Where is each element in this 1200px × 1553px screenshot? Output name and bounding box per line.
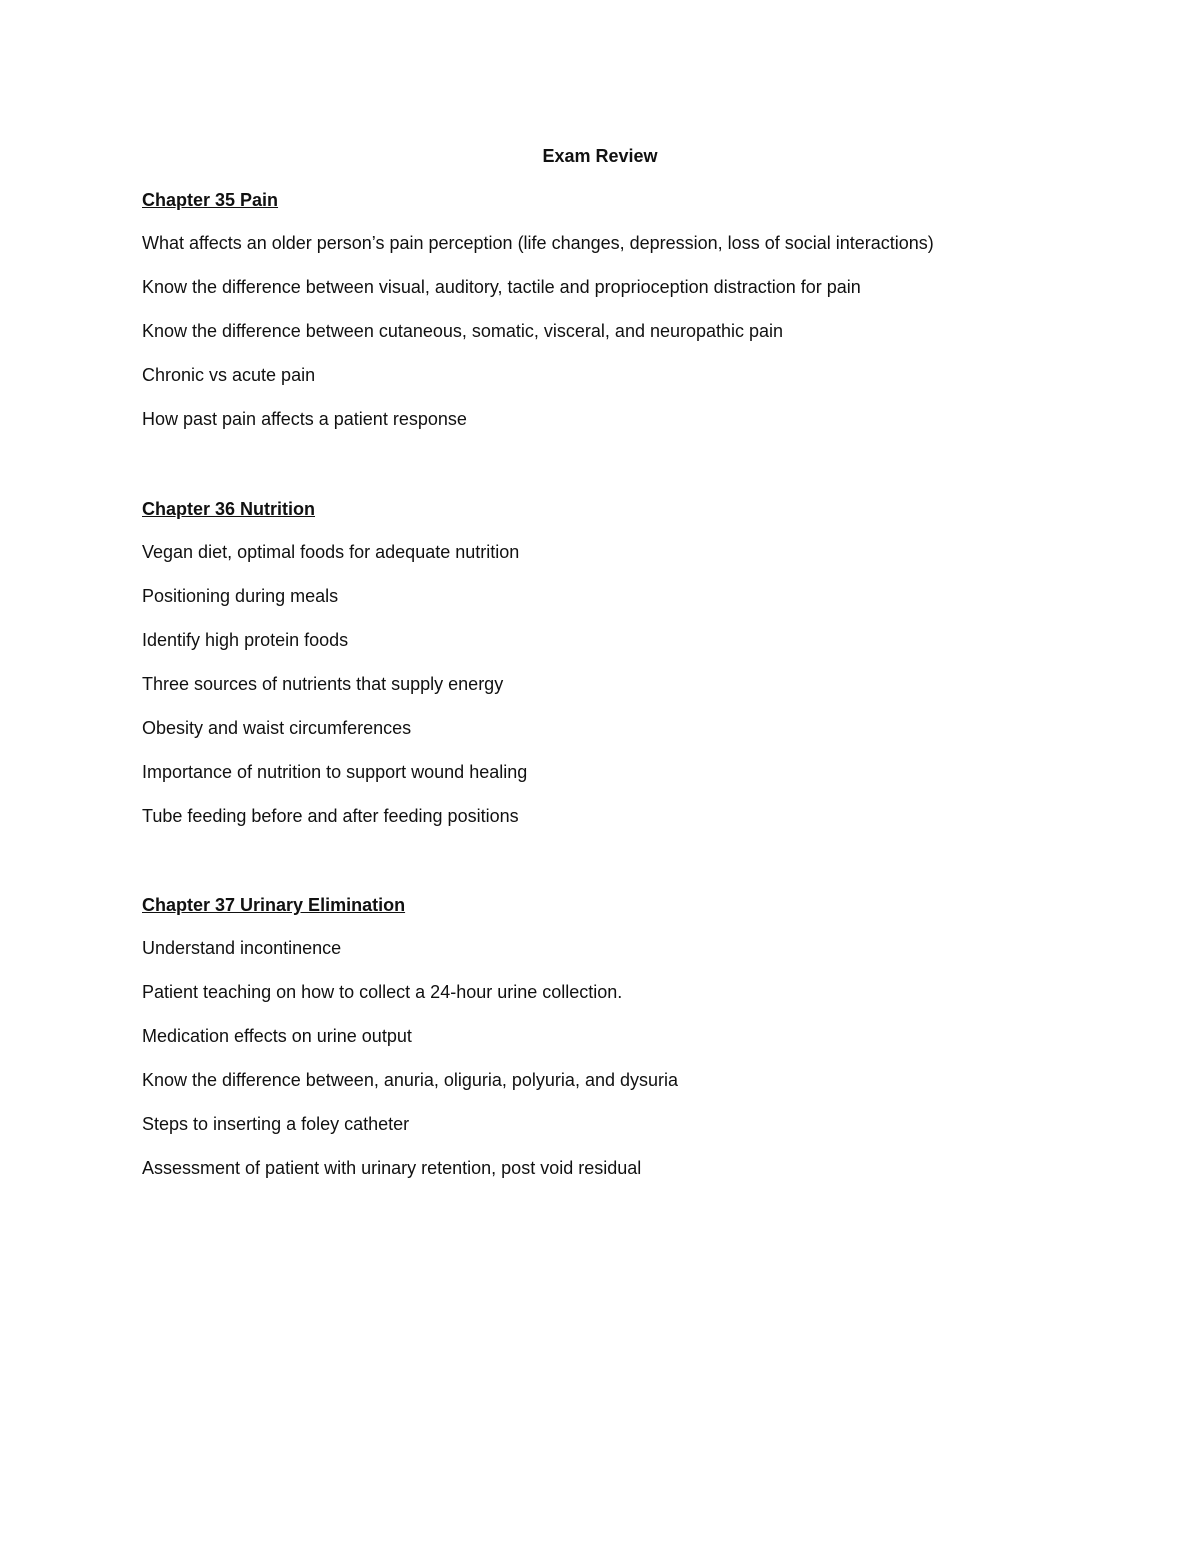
topic-list — [142, 541, 1142, 827]
list-item: Know the difference between, anuria, oliguria, polyuria, and dysuria — [142, 1070, 679, 1090]
list-item: Identify high protein foods — [142, 630, 349, 650]
list-item: How past pain affects a patient response — [142, 409, 467, 429]
list-item: Three sources of nutrients that supply energy — [142, 674, 504, 694]
section-heading: Chapter 37 Urinary Elimination — [142, 895, 406, 915]
list-item: Patient teaching on how to collect a 24-hour urine collection. — [142, 982, 623, 1002]
list-item: Assessment of patient with urinary retention, post void residual — [142, 1158, 642, 1178]
list-item: Importance of nutrition to support wound healing — [142, 762, 528, 782]
list-item: What affects an older person’s pain perception (life changes, depression, loss of social interactions) — [142, 233, 934, 253]
list-item: Steps to inserting a foley catheter — [142, 1114, 410, 1134]
document-title: Exam Review — [542, 146, 658, 166]
topic-list — [142, 937, 1142, 1179]
list-item: Positioning during meals — [142, 586, 339, 606]
list-item: Chronic vs acute pain — [142, 365, 316, 385]
section-heading: Chapter 35 Pain — [142, 190, 279, 210]
list-item: Vegan diet, optimal foods for adequate nutrition — [142, 542, 520, 562]
section-heading: Chapter 36 Nutrition — [142, 499, 316, 519]
topic-list — [142, 232, 1142, 430]
list-item: Know the difference between cutaneous, somatic, visceral, and neuropathic pain — [142, 321, 784, 341]
list-item: Know the difference between visual, auditory, tactile and proprioception distraction for pain — [142, 277, 861, 297]
list-item: Tube feeding before and after feeding positions — [142, 806, 519, 826]
list-item: Medication effects on urine output — [142, 1026, 412, 1046]
list-item: Understand incontinence — [142, 938, 342, 958]
section-chapter-37-urinary-elimination — [142, 894, 1142, 1201]
list-item: Obesity and waist circumferences — [142, 718, 412, 738]
section-chapter-36-nutrition — [142, 498, 1142, 849]
section-chapter-35-pain — [142, 189, 1142, 452]
